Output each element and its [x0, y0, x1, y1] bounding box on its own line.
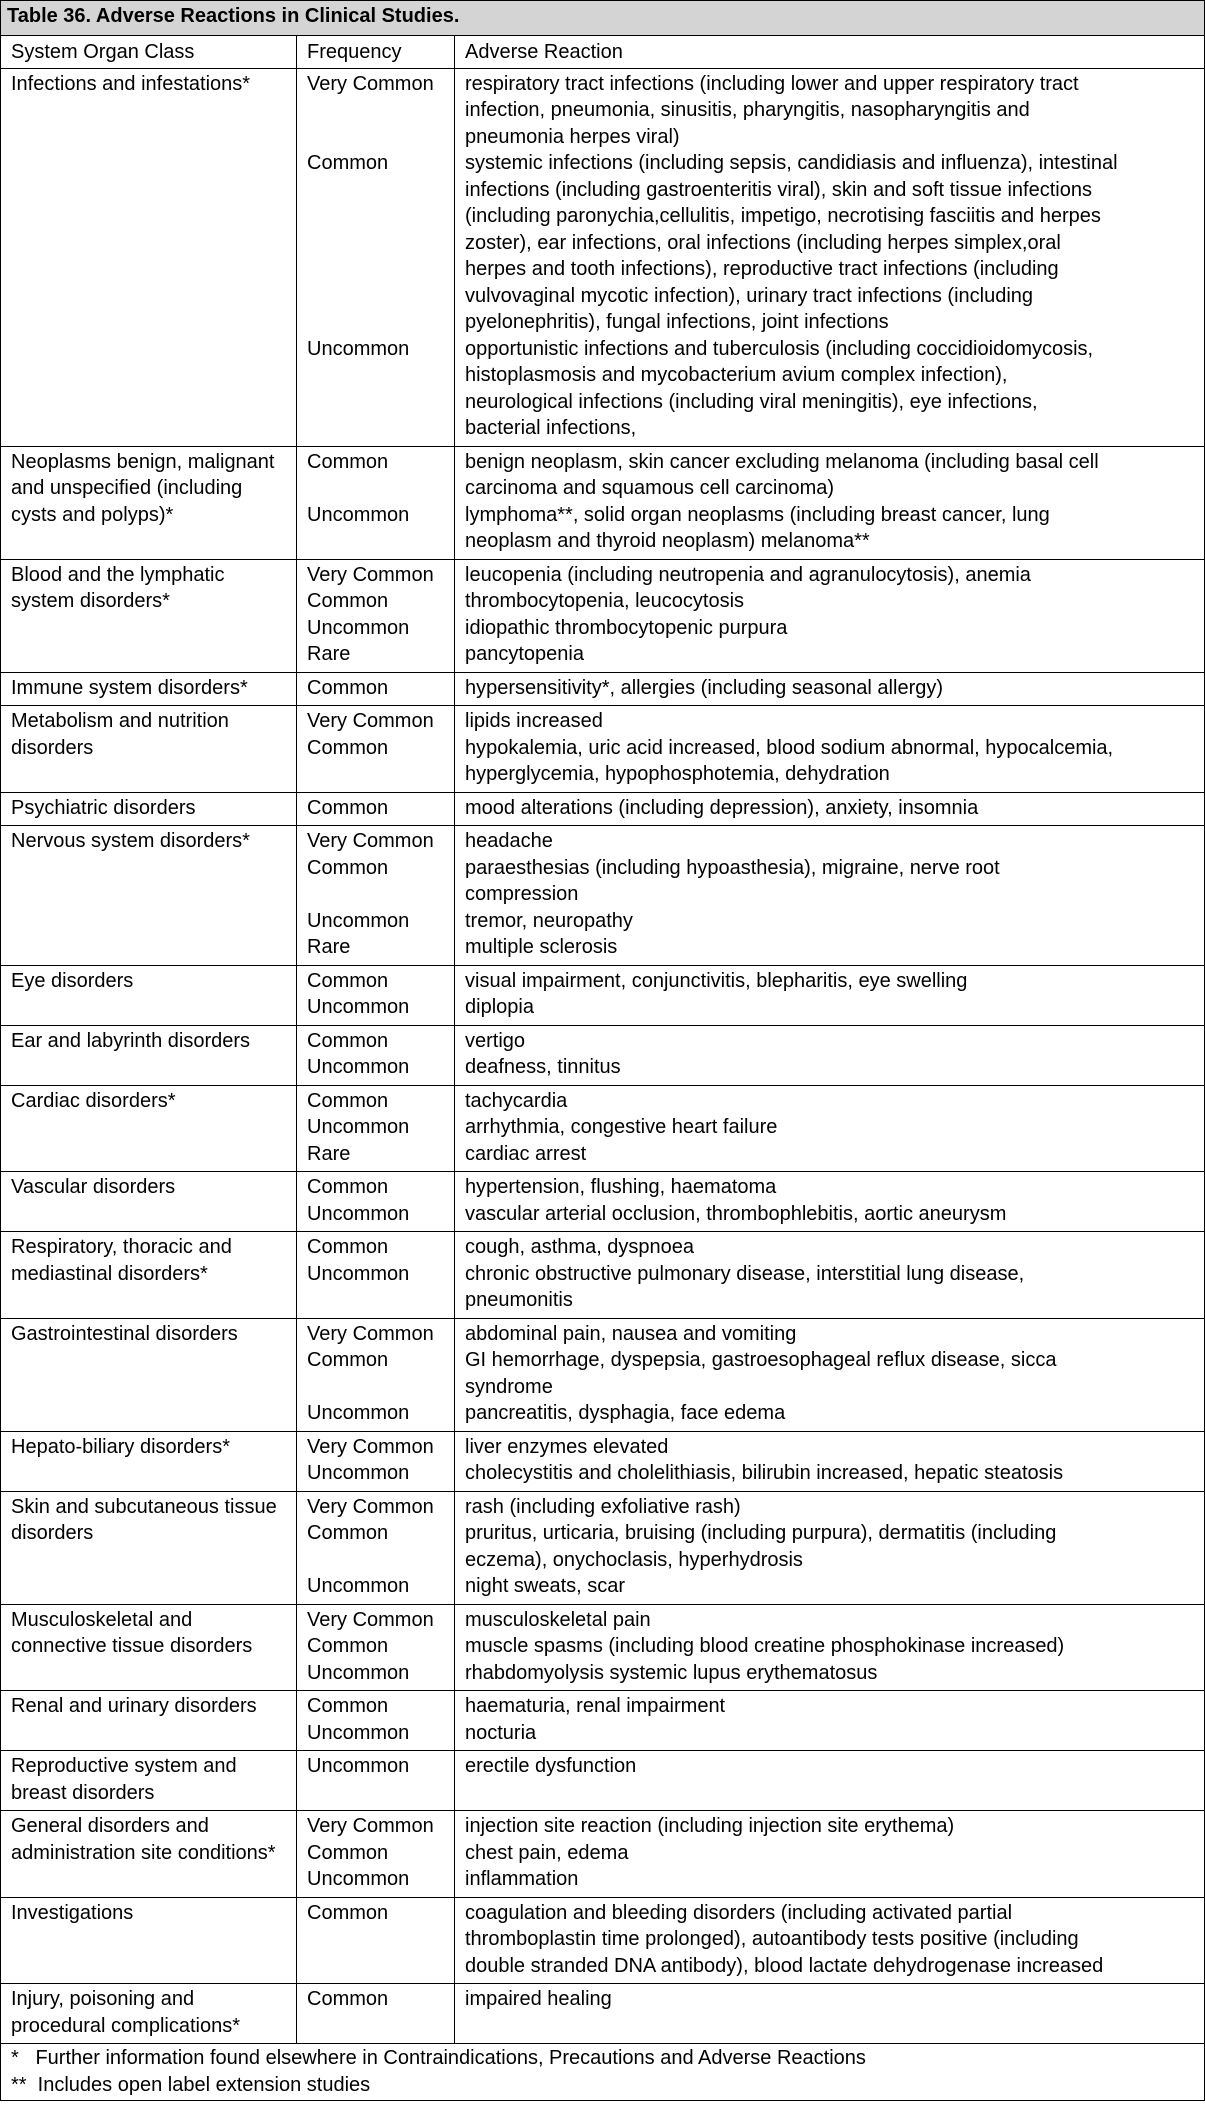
table-row [1, 792, 1205, 826]
adverse-reaction-line: cholecystitis and cholelithiasis, bilirubin increased, hepatic steatosis [465, 1462, 1064, 1484]
frequency-line [307, 1926, 450, 1953]
adverse-reaction-line: muscle spasms (including blood creatine phosphokinase increased) [465, 1635, 1065, 1657]
frequency-line: Common [307, 969, 389, 992]
frequency-line: Uncommon [307, 503, 410, 526]
adverse-reaction-line: infections (including gastroenteritis viral), skin and soft tissue infections [465, 178, 1092, 201]
system-organ-class: Musculoskeletal and connective tissue disorders [11, 1608, 253, 1657]
table-row [1, 1491, 1205, 1604]
adverse-reaction-line: idiopathic thrombocytopenic purpura [465, 616, 788, 639]
header-frequency: Frequency [297, 36, 455, 69]
adverse-reaction-line: inflammation [465, 1868, 579, 1890]
frequency-cell [297, 1604, 455, 1691]
table-row [1, 1604, 1205, 1691]
adverse-reaction-line: vertigo [465, 1029, 526, 1052]
table-row [1, 1085, 1205, 1172]
frequency-line [307, 97, 450, 124]
system-organ-class: Psychiatric disorders [11, 796, 196, 819]
adverse-reaction-line: carcinoma and squamous cell carcinoma) [465, 477, 835, 499]
adverse-reaction-line: pruritus, urticaria, bruising (including purpura), dermatitis (including [465, 1522, 1057, 1544]
adverse-reaction-line: pyelonephritis), fungal infections, joint infections [465, 311, 889, 333]
frequency-line: Very Common [307, 1322, 434, 1345]
frequency-cell [297, 1897, 455, 1984]
frequency-line: Common [307, 796, 389, 819]
frequency-line [307, 1780, 450, 1807]
frequency-line: Common [307, 1901, 389, 1924]
frequency-line [307, 761, 450, 788]
adverse-reaction-line: rhabdomyolysis systemic lupus erythematosus [465, 1661, 878, 1684]
adverse-reaction-line: abdominal pain, nausea and vomiting [465, 1322, 797, 1345]
system-organ-class: Ear and labyrinth disorders [11, 1029, 251, 1052]
frequency-line [307, 283, 450, 310]
frequency-line [307, 124, 450, 151]
system-organ-class: Cardiac disorders* [11, 1089, 176, 1112]
adverse-reaction-line: multiple sclerosis [465, 936, 618, 958]
adverse-reaction-line: vascular arterial occlusion, thrombophlebitis, aortic aneurysm [465, 1202, 1007, 1225]
adverse-reaction-line: nocturia [465, 1721, 537, 1744]
frequency-cell [297, 965, 455, 1025]
adverse-reaction-cell [455, 1691, 1205, 1751]
frequency-line [307, 203, 450, 230]
table-row [1, 672, 1205, 706]
frequency-line [307, 309, 450, 336]
system-organ-class-cell [1, 1025, 297, 1085]
adverse-reaction-line: lipids increased [465, 710, 603, 732]
adverse-reaction-line: respiratory tract infections (including lower and upper respiratory tract [465, 72, 1079, 95]
frequency-cell [297, 826, 455, 966]
frequency-cell [297, 792, 455, 826]
adverse-reaction-cell [455, 1604, 1205, 1691]
system-organ-class: Gastrointestinal disorders [11, 1322, 238, 1345]
system-organ-class-cell [1, 706, 297, 793]
frequency-line: Common [307, 1349, 389, 1371]
adverse-reaction-line: impaired healing [465, 1988, 612, 2010]
adverse-reaction-line: benign neoplasm, skin cancer excluding melanoma (including basal cell [465, 450, 1099, 473]
adverse-reaction-cell [455, 1318, 1205, 1431]
frequency-line: Common [307, 1635, 389, 1657]
adverse-reaction-cell [455, 1232, 1205, 1319]
frequency-line: Uncommon [307, 1116, 410, 1138]
adverse-reaction-line: haematuria, renal impairment [465, 1695, 726, 1717]
adverse-reaction-line: chest pain, edema [465, 1841, 629, 1864]
system-organ-class-cell [1, 1318, 297, 1431]
table-row [1, 826, 1205, 966]
table-row [1, 706, 1205, 793]
adverse-reaction-line: chronic obstructive pulmonary disease, interstitial lung disease, [465, 1262, 1025, 1285]
frequency-cell [297, 1318, 455, 1431]
table-row [1, 1984, 1205, 2044]
system-organ-class-cell [1, 792, 297, 826]
frequency-line: Rare [307, 1142, 351, 1165]
system-organ-class-cell [1, 1431, 297, 1491]
system-organ-class: Respiratory, thoracic and mediastinal disorders* [11, 1236, 232, 1285]
frequency-line: Uncommon [307, 1575, 410, 1597]
system-organ-class-cell [1, 446, 297, 559]
adverse-reaction-line: zoster), ear infections, oral infections (including herpes simplex,oral [465, 231, 1061, 254]
table-row [1, 1897, 1205, 1984]
frequency-cell [297, 1172, 455, 1232]
system-organ-class: Vascular disorders [11, 1176, 176, 1198]
frequency-line: Rare [307, 643, 351, 665]
system-organ-class-cell [1, 672, 297, 706]
frequency-line: Very Common [307, 1495, 434, 1518]
adverse-reaction-line: neurological infections (including viral meningitis), eye infections, [465, 390, 1038, 413]
adverse-reaction-line: bacterial infections, [465, 417, 637, 439]
frequency-cell [297, 1984, 455, 2044]
frequency-line [307, 1287, 450, 1314]
frequency-line [307, 1547, 450, 1574]
adverse-reaction-line: pancreatitis, dysphagia, face edema [465, 1402, 786, 1424]
system-organ-class: Blood and the lymphatic system disorders* [11, 563, 225, 612]
adverse-reaction-line: neoplasm and thyroid neoplasm) melanoma** [465, 530, 870, 552]
frequency-line: Common [307, 1988, 389, 2010]
frequency-cell [297, 1232, 455, 1319]
footnotes [1, 2044, 1205, 2101]
adverse-reaction-line: night sweats, scar [465, 1575, 626, 1597]
frequency-cell [297, 446, 455, 559]
frequency-line [307, 230, 450, 257]
adverse-reaction-line: leucopenia (including neutropenia and agranulocytosis), anemia [465, 563, 1031, 586]
system-organ-class: Immune system disorders* [11, 676, 248, 699]
adverse-reaction-line: systemic infections (including sepsis, candidiasis and influenza), intestinal [465, 152, 1118, 174]
header-adverse-reaction: Adverse Reaction [455, 36, 1205, 69]
adverse-reaction-line: syndrome [465, 1375, 553, 1398]
frequency-line: Very Common [307, 563, 434, 586]
frequency-line [307, 256, 450, 283]
adverse-reaction-cell [455, 706, 1205, 793]
adverse-reaction-line: eczema), onychoclasis, hyperhydrosis [465, 1548, 803, 1571]
frequency-line: Common [307, 590, 389, 612]
frequency-line [307, 1374, 450, 1401]
adverse-reaction-line: cardiac arrest [465, 1142, 587, 1165]
table-row [1, 446, 1205, 559]
frequency-cell [297, 1431, 455, 1491]
table-row [1, 1025, 1205, 1085]
frequency-line: Common [307, 1176, 389, 1198]
adverse-reaction-cell [455, 1751, 1205, 1811]
table-row [1, 1172, 1205, 1232]
adverse-reaction-line: herpes and tooth infections), reproductive tract infections (including [465, 258, 1059, 280]
system-organ-class-cell [1, 1897, 297, 1984]
adverse-reaction-line: liver enzymes elevated [465, 1435, 669, 1458]
adverse-reaction-line: visual impairment, conjunctivitis, blepharitis, eye swelling [465, 969, 968, 992]
system-organ-class-cell [1, 965, 297, 1025]
adverse-reaction-cell [455, 1431, 1205, 1491]
adverse-reaction-cell [455, 792, 1205, 826]
system-organ-class: Injury, poisoning and procedural complications* [11, 1988, 241, 2037]
adverse-reaction-line: injection site reaction (including injection site erythema) [465, 1815, 955, 1837]
frequency-line: Common [307, 1522, 389, 1544]
adverse-reaction-cell [455, 68, 1205, 446]
frequency-line: Common [307, 1695, 389, 1717]
system-organ-class-cell [1, 1172, 297, 1232]
table-body [1, 68, 1205, 2044]
adverse-reaction-line: hypokalemia, uric acid increased, blood sodium abnormal, hypocalcemia, [465, 736, 1114, 759]
frequency-line [307, 177, 450, 204]
frequency-line: Very Common [307, 72, 434, 95]
adverse-reaction-line: tremor, neuropathy [465, 909, 633, 932]
adverse-reaction-cell [455, 1085, 1205, 1172]
adverse-reaction-cell [455, 559, 1205, 672]
frequency-cell [297, 559, 455, 672]
adverse-reaction-cell [455, 1897, 1205, 1984]
adverse-reaction-line: tachycardia [465, 1089, 568, 1112]
frequency-cell [297, 706, 455, 793]
frequency-line: Common [307, 736, 389, 759]
adverse-reaction-cell [455, 826, 1205, 966]
frequency-line: Uncommon [307, 1202, 410, 1225]
frequency-line: Rare [307, 936, 351, 958]
frequency-line [307, 389, 450, 416]
system-organ-class-cell [1, 1984, 297, 2044]
frequency-line: Very Common [307, 1608, 434, 1631]
adverse-reaction-line: compression [465, 883, 579, 905]
adverse-reaction-line: hypersensitivity*, allergies (including seasonal allergy) [465, 676, 944, 699]
frequency-line: Very Common [307, 710, 434, 732]
frequency-line: Uncommon [307, 616, 410, 639]
system-organ-class-cell [1, 1691, 297, 1751]
frequency-line: Uncommon [307, 1661, 410, 1684]
system-organ-class-cell [1, 1491, 297, 1604]
system-organ-class-cell [1, 68, 297, 446]
frequency-cell [297, 1811, 455, 1898]
frequency-line [307, 2013, 450, 2040]
system-organ-class: Eye disorders [11, 969, 134, 992]
table-row [1, 1691, 1205, 1751]
adverse-reaction-line: arrhythmia, congestive heart failure [465, 1116, 778, 1138]
frequency-line [307, 528, 450, 555]
system-organ-class: Reproductive system and breast disorders [11, 1755, 237, 1804]
frequency-line: Common [307, 152, 389, 174]
frequency-cell [297, 68, 455, 446]
adverse-reaction-line: opportunistic infections and tuberculosis (including coccidioidomycosis, [465, 337, 1094, 360]
frequency-line: Common [307, 1841, 389, 1864]
table-row [1, 1318, 1205, 1431]
system-organ-class: Neoplasms benign, malignant and unspecified (including cysts and polyps)* [11, 450, 275, 526]
adverse-reaction-line: pneumonitis [465, 1289, 573, 1311]
table-row [1, 1811, 1205, 1898]
system-organ-class-cell [1, 1811, 297, 1898]
frequency-line: Uncommon [307, 1868, 410, 1890]
frequency-line: Common [307, 676, 389, 699]
adverse-reaction-line: vulvovaginal mycotic infection), urinary tract infections (including [465, 284, 1034, 307]
system-organ-class-cell [1, 1604, 297, 1691]
adverse-reaction-cell [455, 446, 1205, 559]
adverse-reaction-line: pancytopenia [465, 643, 584, 665]
frequency-line: Uncommon [307, 996, 410, 1018]
frequency-cell [297, 1751, 455, 1811]
frequency-line: Uncommon [307, 1056, 410, 1078]
adverse-reaction-line: musculoskeletal pain [465, 1608, 651, 1631]
system-organ-class-cell [1, 1751, 297, 1811]
adverse-reaction-line: deafness, tinnitus [465, 1056, 621, 1078]
frequency-line: Uncommon [307, 1262, 410, 1285]
adverse-reaction-cell [455, 1025, 1205, 1085]
frequency-line [307, 881, 450, 908]
table-row [1, 68, 1205, 446]
adverse-reaction-cell [455, 965, 1205, 1025]
adverse-reaction-line: rash (including exfoliative rash) [465, 1495, 741, 1518]
adverse-reaction-line: hyperglycemia, hypophosphotemia, dehydration [465, 763, 890, 785]
system-organ-class: General disorders and administration site conditions* [11, 1815, 276, 1864]
system-organ-class: Infections and infestations* [11, 72, 251, 95]
adverse-reaction-line: coagulation and bleeding disorders (including activated partial [465, 1901, 1013, 1924]
frequency-line: Very Common [307, 1435, 434, 1458]
adverse-reaction-line: infection, pneumonia, sinusitis, pharyngitis, nasopharyngitis and [465, 99, 1030, 121]
adverse-reaction-line: cough, asthma, dyspnoea [465, 1236, 695, 1258]
table-row [1, 965, 1205, 1025]
frequency-line: Common [307, 1089, 389, 1112]
system-organ-class: Renal and urinary disorders [11, 1695, 257, 1717]
system-organ-class: Nervous system disorders* [11, 830, 250, 852]
frequency-line: Common [307, 450, 389, 473]
adverse-reaction-line: GI hemorrhage, dyspepsia, gastroesophageal reflux disease, sicca [465, 1349, 1057, 1371]
frequency-line: Uncommon [307, 1755, 410, 1777]
adverse-reaction-cell [455, 1984, 1205, 2044]
adverse-reaction-line [465, 2013, 1200, 2040]
adverse-reaction-line: headache [465, 830, 553, 852]
system-organ-class-cell [1, 559, 297, 672]
frequency-line: Uncommon [307, 1402, 410, 1424]
adverse-reaction-line: thrombocytopenia, leucocytosis [465, 590, 745, 612]
frequency-line: Very Common [307, 830, 434, 852]
frequency-line: Very Common [307, 1815, 434, 1837]
adverse-reaction-line: (including paronychia,cellulitis, impetigo, necrotising fasciitis and herpes [465, 205, 1101, 227]
adverse-reaction-line: paraesthesias (including hypoasthesia), migraine, nerve root [465, 856, 1000, 879]
frequency-line: Common [307, 1236, 389, 1258]
frequency-line: Common [307, 856, 389, 879]
adverse-reaction-line: diplopia [465, 996, 534, 1018]
adverse-reaction-cell [455, 1172, 1205, 1232]
frequency-cell [297, 1691, 455, 1751]
frequency-cell [297, 1025, 455, 1085]
system-organ-class: Metabolism and nutrition disorders [11, 710, 229, 759]
footnote-single-asterisk: * Further information found elsewhere in Contraindications, Precautions and Adverse Reactions [11, 2047, 866, 2069]
adverse-reaction-line: hypertension, flushing, haematoma [465, 1176, 777, 1198]
adverse-reaction-line: double stranded DNA antibody), blood lactate dehydrogenase increased [465, 1954, 1104, 1977]
table-row [1, 1431, 1205, 1491]
system-organ-class-cell [1, 1085, 297, 1172]
system-organ-class-cell [1, 1232, 297, 1319]
adverse-reaction-cell [455, 1811, 1205, 1898]
adverse-reaction-line: mood alterations (including depression), anxiety, insomnia [465, 796, 979, 819]
frequency-cell [297, 1491, 455, 1604]
adverse-reaction-line [465, 1780, 1200, 1807]
table-row [1, 1232, 1205, 1319]
frequency-line [307, 1953, 450, 1980]
frequency-cell [297, 672, 455, 706]
adverse-reaction-cell [455, 672, 1205, 706]
frequency-line: Common [307, 1029, 389, 1052]
footnote-double-asterisk: ** Includes open label extension studies [11, 2073, 371, 2096]
adverse-reaction-line: erectile dysfunction [465, 1755, 637, 1777]
system-organ-class: Skin and subcutaneous tissue disorders [11, 1495, 277, 1544]
adverse-reaction-line: thromboplastin time prolonged), autoantibody tests positive (including [465, 1928, 1079, 1950]
frequency-line: Uncommon [307, 1721, 410, 1744]
frequency-line [307, 362, 450, 389]
frequency-line: Uncommon [307, 909, 410, 932]
table-row [1, 559, 1205, 672]
frequency-line [307, 415, 450, 442]
adverse-reaction-cell [455, 1491, 1205, 1604]
frequency-line: Uncommon [307, 1462, 410, 1484]
frequency-line: Uncommon [307, 337, 410, 360]
adverse-reaction-line: histoplasmosis and mycobacterium avium complex infection), [465, 364, 1008, 386]
frequency-cell [297, 1085, 455, 1172]
system-organ-class: Investigations [11, 1901, 134, 1924]
system-organ-class-cell [1, 826, 297, 966]
header-system-organ-class: System Organ Class [1, 36, 297, 69]
table-title: Table 36. Adverse Reactions in Clinical Studies. [1, 1, 1205, 36]
adverse-reaction-line: lymphoma**, solid organ neoplasms (including breast cancer, lung [465, 503, 1050, 526]
table-row [1, 1751, 1205, 1811]
adverse-reaction-line: pneumonia herpes viral) [465, 125, 680, 148]
system-organ-class: Hepato-biliary disorders* [11, 1435, 230, 1458]
frequency-line [307, 475, 450, 502]
